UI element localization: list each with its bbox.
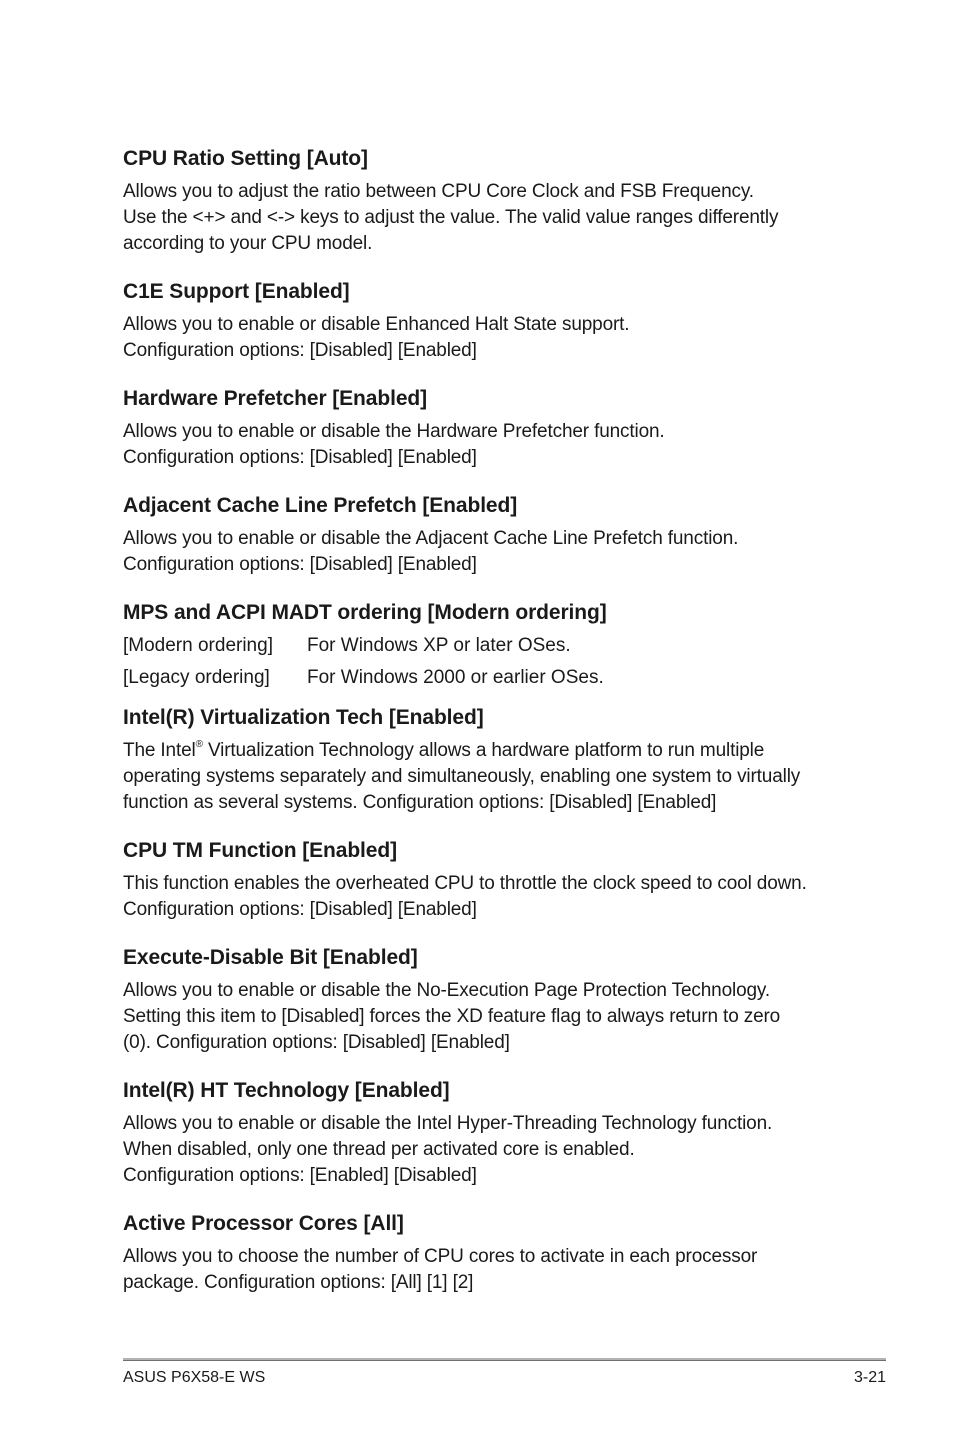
option-description: For Windows 2000 or earlier OSes. bbox=[307, 667, 604, 688]
section-description bbox=[123, 419, 843, 471]
text-line: Setting this item to [Disabled] forces the XD feature flag to always return to zero bbox=[123, 1006, 781, 1027]
text-line: Configuration options: [Disabled] [Enabled] bbox=[123, 554, 477, 575]
section-description bbox=[123, 1111, 843, 1189]
section-description bbox=[123, 738, 843, 816]
section-intel-virtualization-tech bbox=[123, 705, 843, 816]
text-line: function as several systems. Configuration options: [Disabled] [Enabled] bbox=[123, 792, 717, 813]
text-line: Configuration options: [Enabled] [Disabled] bbox=[123, 1165, 477, 1186]
text-line: Allows you to adjust the ratio between CPU Core Clock and FSB Frequency. bbox=[123, 181, 754, 202]
section-mps-acpi-madt-ordering bbox=[123, 600, 843, 697]
section-hardware-prefetcher bbox=[123, 386, 843, 471]
section-cpu-tm-function bbox=[123, 838, 843, 923]
text-line: Allows you to enable or disable Enhanced Halt State support. bbox=[123, 314, 630, 335]
section-active-processor-cores bbox=[123, 1211, 843, 1296]
section-description bbox=[123, 1244, 843, 1296]
section-execute-disable-bit bbox=[123, 945, 843, 1056]
text-line: Configuration options: [Disabled] [Enabled] bbox=[123, 447, 477, 468]
footer-divider bbox=[123, 1358, 886, 1361]
registered-mark: ® bbox=[195, 739, 203, 750]
text-line: Allows you to choose the number of CPU cores to activate in each processor bbox=[123, 1246, 758, 1267]
section-heading: C1E Support [Enabled] bbox=[123, 280, 350, 303]
section-description bbox=[123, 978, 843, 1056]
option-key: [Legacy ordering] bbox=[123, 667, 270, 688]
text-line: (0). Configuration options: [Disabled] [Enabled] bbox=[123, 1032, 510, 1053]
section-heading: MPS and ACPI MADT ordering [Modern ordering] bbox=[123, 601, 607, 624]
option-row bbox=[123, 633, 843, 665]
text-fragment: Virtualization Technology allows a hardware platform to run multiple bbox=[202, 740, 765, 761]
text-line: Allows you to enable or disable the Adjacent Cache Line Prefetch function. bbox=[123, 528, 739, 549]
section-heading: Intel(R) HT Technology [Enabled] bbox=[123, 1079, 450, 1102]
option-description: For Windows XP or later OSes. bbox=[307, 635, 571, 656]
text-line: When disabled, only one thread per activated core is enabled. bbox=[123, 1139, 635, 1160]
text-line: This function enables the overheated CPU to throttle the clock speed to cool down. bbox=[123, 873, 807, 894]
text-line: according to your CPU model. bbox=[123, 233, 373, 254]
section-intel-ht-technology bbox=[123, 1078, 843, 1189]
section-description bbox=[123, 312, 843, 364]
section-cpu-ratio-setting bbox=[123, 146, 843, 257]
section-c1e-support bbox=[123, 279, 843, 364]
section-heading: Intel(R) Virtualization Tech [Enabled] bbox=[123, 706, 484, 729]
text-fragment: The Intel bbox=[123, 740, 196, 761]
text-line bbox=[123, 738, 843, 764]
text-line: package. Configuration options: [All] [1] [2] bbox=[123, 1272, 474, 1293]
section-description bbox=[123, 526, 843, 578]
section-heading: Hardware Prefetcher [Enabled] bbox=[123, 387, 428, 410]
bios-settings-content bbox=[123, 146, 843, 1318]
section-description bbox=[123, 179, 843, 257]
text-line: Allows you to enable or disable the Intel Hyper-Threading Technology function. bbox=[123, 1113, 773, 1134]
section-heading: Active Processor Cores [All] bbox=[123, 1212, 404, 1235]
option-key: [Modern ordering] bbox=[123, 635, 273, 656]
text-line: Allows you to enable or disable the No-Execution Page Protection Technology. bbox=[123, 980, 770, 1001]
text-line: Configuration options: [Disabled] [Enabled] bbox=[123, 899, 477, 920]
section-description bbox=[123, 871, 843, 923]
text-line: Configuration options: [Disabled] [Enabled] bbox=[123, 340, 477, 361]
footer-product-name: ASUS P6X58-E WS bbox=[123, 1369, 266, 1386]
section-heading: CPU Ratio Setting [Auto] bbox=[123, 147, 368, 170]
footer-page-number: 3-21 bbox=[853, 1369, 886, 1386]
text-line: Use the <+> and <-> keys to adjust the value. The valid value ranges differently bbox=[123, 207, 779, 228]
section-heading: CPU TM Function [Enabled] bbox=[123, 839, 397, 862]
option-row bbox=[123, 665, 843, 697]
text-line: Allows you to enable or disable the Hardware Prefetcher function. bbox=[123, 421, 665, 442]
section-heading: Adjacent Cache Line Prefetch [Enabled] bbox=[123, 494, 518, 517]
section-adjacent-cache-line-prefetch bbox=[123, 493, 843, 578]
text-line: operating systems separately and simultaneously, enabling one system to virtually bbox=[123, 766, 801, 787]
section-heading: Execute-Disable Bit [Enabled] bbox=[123, 946, 418, 969]
